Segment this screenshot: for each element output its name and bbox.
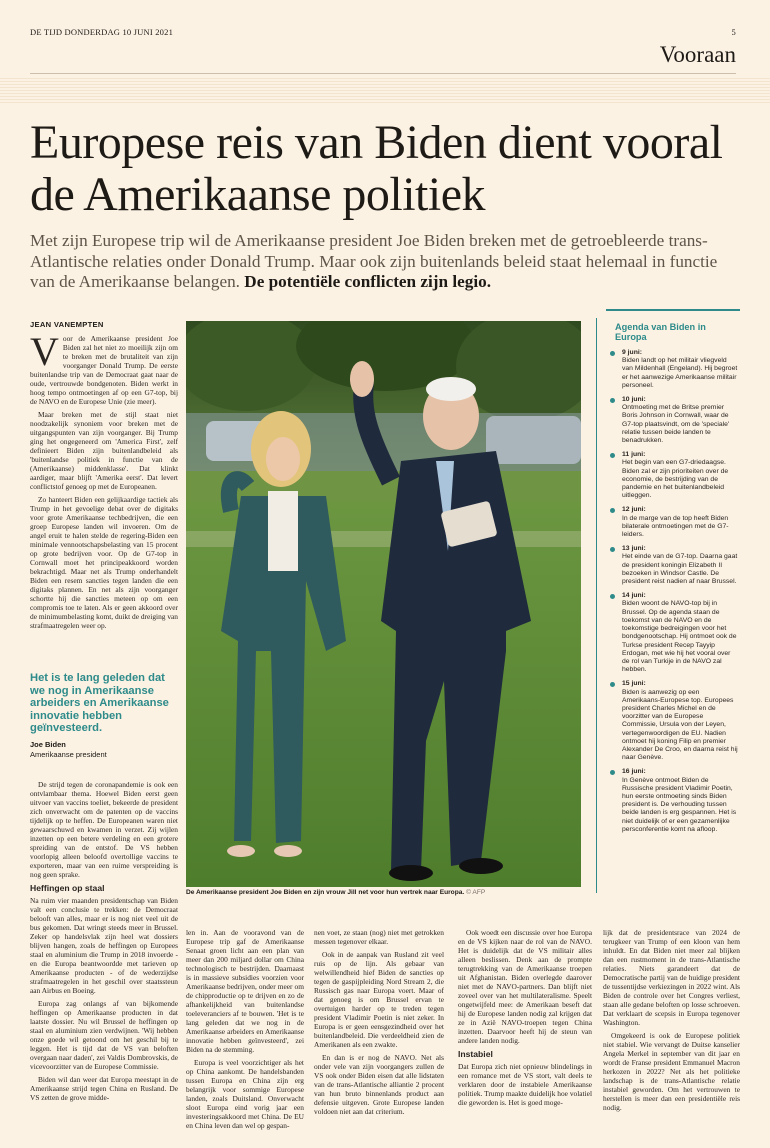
agenda-date: 14 juni: [622, 592, 646, 600]
sidebar-top-rule [606, 309, 740, 311]
agenda-text: Het begin van een G7-driedaagse. Biden zal er zijn prioriteiten over de economie, de bestrijding van de pandemie en het buitenlandbeleid uitleggen. [622, 459, 729, 500]
quote-name: Joe Biden [30, 740, 66, 749]
column-1-bottom [30, 780, 178, 1106]
agenda-item [622, 592, 739, 674]
bullet-dot-icon [610, 453, 615, 458]
agenda-item [622, 768, 739, 834]
subhead: Instabiel [458, 1049, 493, 1059]
column-3 [314, 928, 444, 1120]
paragraph: Ook in de aanpak van Rusland zit veel ruis op de lijn. Als gebaar van welwillendheid hief Biden de sancties op tegen de gaspijpleiding Nord Stream 2, die Russisch gas naar Europa voert. Maar of dat genoeg is om Brussel ervan te overtuigen harder op te treden tegen president Vladimir Poetin is niet zeker. In Europa is er geen eensgezindheid over het buitenlandbeleid. Die verdeeldheid zien de Amerikanen als een zwakte. [314, 950, 444, 1049]
agenda-date: 11 juni: [622, 451, 646, 459]
quote-role: Amerikaanse president [30, 750, 107, 759]
photo-caption [186, 889, 586, 896]
header-hatch-band [0, 78, 770, 104]
byline: JEAN VANEMPTEN [30, 320, 104, 329]
paragraph: len in. Aan de vooravond van de Europese trip gaf de Amerikaanse Senaat groen licht aan een plan van meer dan 200 miljard dollar om China technologisch te bestrijden. Daarnaast is in massieve subsidies voorzien voor Amerikaanse bedrijven, onder meer om de chipproductie op te drijven en zo de afhankelijkheid van buitenlandse toeleveranciers af te bouwen. 'Het is te lang geleden dat we nog in de Amerikaanse arbeiders en Amerikaanse innovatie hebben geïnvesteerd', zei Biden na de stemming. [186, 928, 304, 1054]
agenda-text: Ontmoeting met de Britse premier Boris Johnson in Cornwall, waar de G7-top plaatsvindt, om de 'speciale' relatie tussen beide landen te benadrukken. [622, 404, 730, 445]
bullet-dot-icon [610, 594, 615, 599]
bullet-dot-icon [610, 351, 615, 356]
paragraph: De strijd tegen de coronapandemie is ook een ontvlambaar thema. Hoewel Biden eerst geen uitvoer van vaccins toeliet, bekeerde de president zich onverwacht om de patenten op de vaccins tijdelijk op te heffen. De Europeanen waren niet gewaarschuwd en kwamen in verzet. Zij wijlen inzetten op een betere verdeling en een grotere spreiding van de entstof. De VS hebben voorlopig alleen beloofd overtollige vaccins te exporteren, maar van een ruime verspreiding is nog geen sprake. [30, 780, 178, 879]
bullet-dot-icon [610, 770, 615, 775]
agenda-item [622, 680, 739, 762]
agenda-item [622, 349, 739, 390]
column-2 [186, 928, 304, 1134]
bullet-dot-icon [610, 508, 615, 513]
biden-photo [186, 321, 581, 887]
paragraph: lijk dat de presidentsrace van 2024 de terugkeer van Trump of een kloon van hem inhuldt. En dat Biden niet meer zal blijken dan een rustmoment in de trans-Atlantische relaties. Niets garandeert dat de Democratische partij van de huidige president de tussentijdse verkiezingen in 2022 wint. Als Biden de controle over het Congres verliest, staan alle gedane beloften op losse schroeven. Dat verklaart de scepsis in Europa tegenover Washington. [603, 928, 740, 1027]
bullet-dot-icon [610, 547, 615, 552]
agenda-item [622, 451, 739, 500]
agenda-date: 12 juni: [622, 506, 646, 514]
bullet-dot-icon [610, 682, 615, 687]
paper-date: DE TIJD DONDERDAG 10 JUNI 2021 [30, 27, 174, 37]
agenda-date: 9 juni: [622, 349, 643, 356]
section-title: Vooraan [659, 42, 736, 67]
agenda-text: Biden woont de NAVO-top bij in Brussel. Op de agenda staan de toekomst van de NAVO en de toekomstige bedreigingen voor het bondgenootschap. Hij ontmoet ook de Turkse president Recep Tayyip Erdogan, met wie hij het vooral over de rol van Turkije in de NAVO zal hebben. [622, 600, 737, 674]
paragraph: En dan is er nog de NAVO. Net als onder vele van zijn voorgangers zullen de VS ook onder Biden eisen dat alle lidstaten van de trans-Atlantische alliantie 2 procent van hun bruto binnenlands product aan defensie uitgeven. Grote Europese landen voldoen niet aan dat criterium. [314, 1053, 444, 1116]
article-intro [30, 231, 740, 293]
agenda-sidebar [596, 318, 741, 893]
paragraph: Omgekeerd is ook de Europese politiek niet stabiel. Wie vervangt de Duitse kanselier Angela Merkel in september van dit jaar en wordt de Franse president Emmanuel Macron herkozen in 2022? Net als het politieke landschap is de trans-Atlantische relatie instabiel geworden. Om het vertrouwen te herstellen is meer dan een presidentiële reis nodig. [603, 1031, 740, 1112]
paragraph: Europa is veel voorzichtiger als het op China aankomt. De handelsbanden tussen Europa en China zijn erg belangrijk voor sommige Europese landen, zoals Duitsland. Onverwacht sloot Europa eind vorig jaar een investeringsakkoord met China. De EU en China leven dan wel op gespan- [186, 1058, 304, 1130]
paragraph: Maar breken met de stijl staat niet noodzakelijk synoniem voor breken met de uitgangspunten van zijn voorganger. Bij Trump ging het ongegeneerd om 'America First', zelf definieert Biden zijn buitenlandbeleid als 'buitenlandse politiek in functie van de (Amerikaanse) middenklasse'. Dat klinkt aardiger, maar blijft 'Amerika eerst'. Dat levert conflictstof genoeg op met de Europeanen. [30, 410, 178, 491]
page-header [30, 27, 736, 37]
paragraph: Ook woedt een discussie over hoe Europa en de VS kijken naar de rol van de NAVO. Het is duidelijk dat de VS militair alles alleen beslissen. Denk aan de prompte terugtrekking van de Amerikaanse troepen uit Afghanistan. Biden overlegde daarover niet met de NAVO-partners. Dan blijft niet zoveel over van het multilateralisme. Speelt ongetwijfeld mee: de Amerikaan beseft dat hij de Europese landen nodig zal krijgen dat ze in Azië NAVO-troepen tegen China inzetten. Daarvoor heeft hij de steun van andere landen nodig. [458, 928, 592, 1045]
agenda-text: Biden landt op het militair vliegveld van Mildenhall (Engeland). Hij begroet er het aanwezige Amerikaanse militair personeel. [622, 357, 738, 389]
subhead: Heffingen op staal [30, 883, 105, 893]
sidebar-title: Agenda van Biden in Europa [615, 322, 706, 342]
header-divider [30, 73, 736, 74]
bullet-dot-icon [610, 398, 615, 403]
paragraph: Zo hanteert Biden een gelijkaardige tactiek als Trump in het gevoelige debat over de digitaks voor grote Amerikaanse techbedrijven, die een groep Europese landen wil invoeren. Om de angel eruit te halen stelde de regering-Biden een minimale vennootschapsbelasting van 15 procent op grote bedrijven voor. Op de G7-top in Cornwall moet het principeakkoord worden bekrachtigd. Maar net als Trump onderhandelt Biden een resem sancties tegen landen die een digitaks plannen. En net als zijn voorganger schortte hij die sancties meteen op om een compromis toe te laten. Als er geen akkoord over de minimumbelasting komt, duikt de dreiging van strafmaatregelen weer op. [30, 495, 178, 630]
intro-text: Met zijn Europese trip wil de Amerikaanse president Joe Biden breken met de getroebleerde trans-Atlantische relaties onder Donald Trump. Maar ook zijn buitenlands beleid staat helemaal in functie van de Amerikaanse belangen. [30, 231, 718, 291]
column-4 [458, 928, 592, 1111]
agenda-list [622, 349, 739, 840]
pull-quote: Het is te lang geleden dat we nog in Amerikaanse arbeiders en Amerikaanse innovatie hebben geïnvesteerd. [30, 672, 169, 734]
paragraph: Dat Europa zich niet opnieuw blindelings in een romance met de VS stort, valt deels te verklaren door de instabiele Amerikaanse politiek. Trump maakte duidelijk hoe volatiel die geworden is. Het is goed moge- [458, 1062, 592, 1107]
paragraph: Europa zag onlangs af van bijkomende heffingen op Amerikaanse producten in dat laatste dossier. Nu wil Brussel de heffingen op staal en aluminium zien verdwijnen. 'Wij hebben onze goede wil getoond om het geschil bij te leggen. Het is tijd dat de VS van beloften overgaan naar daden', zei Valdis Dombrovskis, de vicevoorzitter van de Europese Commissie. [30, 999, 178, 1071]
agenda-item [622, 545, 739, 586]
quote-attribution [30, 740, 107, 760]
agenda-item [622, 506, 739, 539]
agenda-text: In Genève ontmoet Biden de Russische president Vladimir Poetin, hun eerste ontmoeting sinds Biden president is. De verhouding tussen beide landen is erg gespannen. Het is niet duidelijk of er een gezamenlijke persconferentie komt na afloop. [622, 776, 737, 833]
caption-text: De Amerikaanse president Joe Biden en zijn vrouw Jill net voor hun vertrek naar Europa. [186, 889, 465, 896]
paragraph: Voor de Amerikaanse president Joe Biden zal het niet zo moeilijk zijn om te breken met de brutaliteit van zijn voorganger Donald Trump. De eerste buitenlandse trip van de Democraat gaat naar de oude, vertrouwde bondgenoten. Biden werkt in hoog tempo ontmoetingen af op een G7-top, bij de NAVO en de Europese Unie (zie meer). [30, 329, 178, 406]
agenda-date: 10 juni: [622, 396, 646, 404]
agenda-date: 16 juni: [622, 768, 646, 776]
agenda-date: 13 juni: [622, 545, 646, 553]
photo-credit: © AFP [466, 889, 486, 896]
paragraph: nen voet, ze staan (nog) niet met getrokken messen tegenover elkaar. [314, 928, 444, 946]
paragraph: Biden wil dan weer dat Europa meestapt in de Amerikaanse strijd tegen China en Rusland. De VS zetten de grove midde- [30, 1075, 178, 1102]
headline: Europese reis van Biden dient vooral de Amerikaanse politiek [30, 116, 723, 221]
agenda-text: Biden is aanwezig op een Amerikaans-Europese top. Europees president Charles Michel en de voorzitter van de Europese Commissie, Ursula von der Leyen, vertegenwoordigen de EU. Nadien ontmoet hij koning Filip en premier Alexander De Croo, en daarna reist hij naar Genève. [622, 688, 738, 762]
page-number: 5 [731, 27, 736, 37]
agenda-date: 15 juni: [622, 680, 646, 688]
agenda-text: Het einde van de G7-top. Daarna gaat de president koningin Elizabeth II bezoeken in Windsor Castle. De president reist nadien af naar Brussel. [622, 553, 738, 586]
intro-bold: De potentiële conflicten zijn legio. [244, 272, 492, 291]
paragraph: Na ruim vier maanden presidentschap van Biden valt een conclusie te trekken: de Democraat belooft van alles, maar er is nog niet veel uit de bus gekomen. Dat wringt steeds meer in Brussel. Zeker op handelsvlak zijn heel wat dossiers blijven hangen, zoals de heffingen op Europees staal en aluminium die Trump in 2018 invoerde - en die Europa beantwoordde met tarieven op Amerikaanse producten - of de wederzijdse strafmaatregelen in het geschil over staatssteun aan Airbus en Boeing. [30, 896, 178, 995]
column-1-top [30, 329, 178, 634]
dropcap: V [30, 329, 59, 374]
column-5 [603, 928, 740, 1116]
agenda-item [622, 396, 739, 445]
agenda-text: In de marge van de top heeft Biden bilaterale ontmoetingen met de G7-leiders. [622, 514, 729, 539]
